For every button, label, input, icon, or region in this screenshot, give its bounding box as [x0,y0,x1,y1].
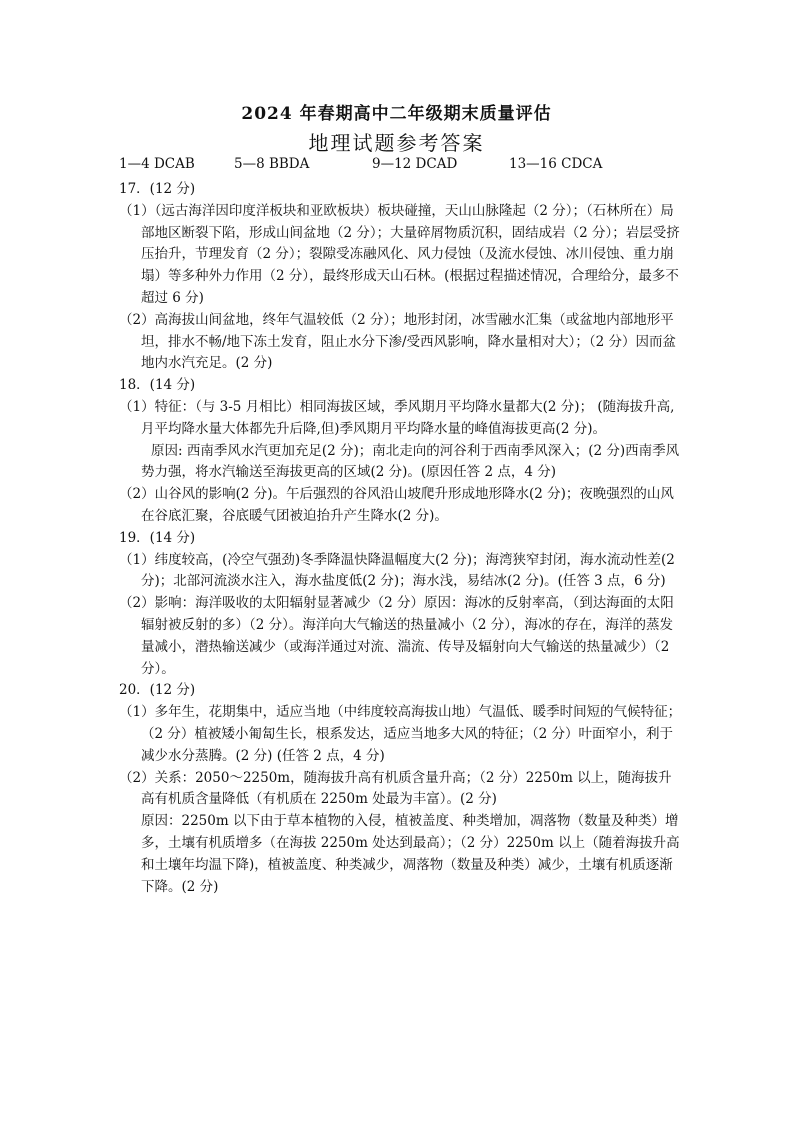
mc-answer-group: 9—12 DCAD [372,156,458,172]
question-20-part-2: （2）关系：2050～2250m，随海拔升高有机质含量升高；（2 分）2250m 以上，随海拔升高有机质含量降低（有机质在 2250m 处最为丰富）。(2 分) [119,769,672,808]
question-19-part-2: （2）影响：海洋吸收的太阳辐射显著减少（2 分）原因：海冰的反射率高，（到达海面的太阳辐射被反射的多）（2 分）。海洋向大气输送的热量减小（2 分），海冰的存在，海洋的蒸发量减小，潜热输送减少（或海洋通过对流、湍流、传导及辐射向大气输送的热量减少）（2 分）。 [119,595,674,677]
question-19-label: 19．(14 分) [119,529,196,546]
question-18-part-1: （1）特征：（与 3-5 月相比）相同海拔区域，季风期月平均降水量都大(2 分)； (随海拔升高,月平均降水量大体都先升后降,但)季风期月平均降水量的峰值海拔更高(2 分)。 [119,398,675,437]
question-19-part-1: （1）纬度较高，(冷空气强劲)冬季降温快降温幅度大(2 分)；海湾狭窄封闭，海水流动性差(2 分)；北部河流淡水注入，海水盐度低(2 分)；海水浅，易结冰(2 分)。(任答 3 点，6 分) [119,551,675,590]
question-17-part-2: （2）高海拔山间盆地，终年气温较低（2 分）；地形封闭，冰雪融水汇集（或盆地内部地形平坦，排水不畅/地下冻土发育，阻止水分下渗/受西风影响，降水量相对大）；（2 分）因而盆地内水汽充足。(2 分) [119,311,676,372]
page-title: 地理试题参考答案 [308,131,485,155]
question-17-part-1: （1）（远古海洋因印度洋板块和亚欧板块）板块碰撞，天山山脉隆起（2 分）；（石林所在）局部地区断裂下陷，形成山间盆地（2 分）；大量碎屑物质沉积，固结成岩（2 分）；岩层受挤压抬升，节理发育（2 分）；裂隙受冻融风化、风力侵蚀（及流水侵蚀、冰川侵蚀、重力崩塌）等多种外力作用（2 分），最终形成天山石林。(根据过程描述情况，合理给分，最多不超过 6 分) [119,202,680,306]
mc-answer-group: 5—8 BBDA [234,156,310,172]
question-20-label: 20．(12 分) [119,682,196,699]
question-20-part-2-reason: 原因：2250m 以下由于草本植物的入侵，植被盖度、种类增加，凋落物（数量及种类）增多，土壤有机质增多（在海拔 2250m 处达到最高）；（2 分）2250m 以上（随着海拔升高和土壤年均温下降)，植被盖度、种类减少，凋落物（数量及种类）减少，土壤有机质逐渐下降。(2 分) [141,813,680,895]
exam-title: 2024 年春期高中二年级期末质量评估 [241,104,552,124]
question-20-part-1: （1）多年生，花期集中，适应当地（中纬度较高海拔山地）气温低、暖季时间短的气候特征；（2 分）植被矮小匍匐生长，根系发达，适应当地多大风的特征；（2 分）叶面窄小，利于减少水分蒸腾。(2 分) (任答 2 点，4 分) [119,704,682,764]
question-18-part-1-reason: 原因: 西南季风水汽更加充足(2 分)；南北走向的河谷利于西南季风深入；(2 分)西南季风势力强，将水汽输送至海拔更高的区域(2 分)。(原因任答 2 点，4 分) [141,442,680,481]
mc-answer-group: 1—4 DCAB [119,156,195,172]
multiple-choice-answers [119,156,602,172]
answer-content [119,179,685,898]
mc-answer-group: 13—16 CDCA [509,156,603,172]
question-18-label: 18．(14 分) [119,377,196,394]
question-17-label: 17．(12 分) [119,181,196,197]
question-18-part-2: （2）山谷风的影响(2 分)。午后强烈的谷风沿山坡爬升形成地形降水(2 分)；夜晚强烈的山风在谷底汇聚，谷底暖气团被迫抬升产生降水(2 分)。 [119,486,674,524]
